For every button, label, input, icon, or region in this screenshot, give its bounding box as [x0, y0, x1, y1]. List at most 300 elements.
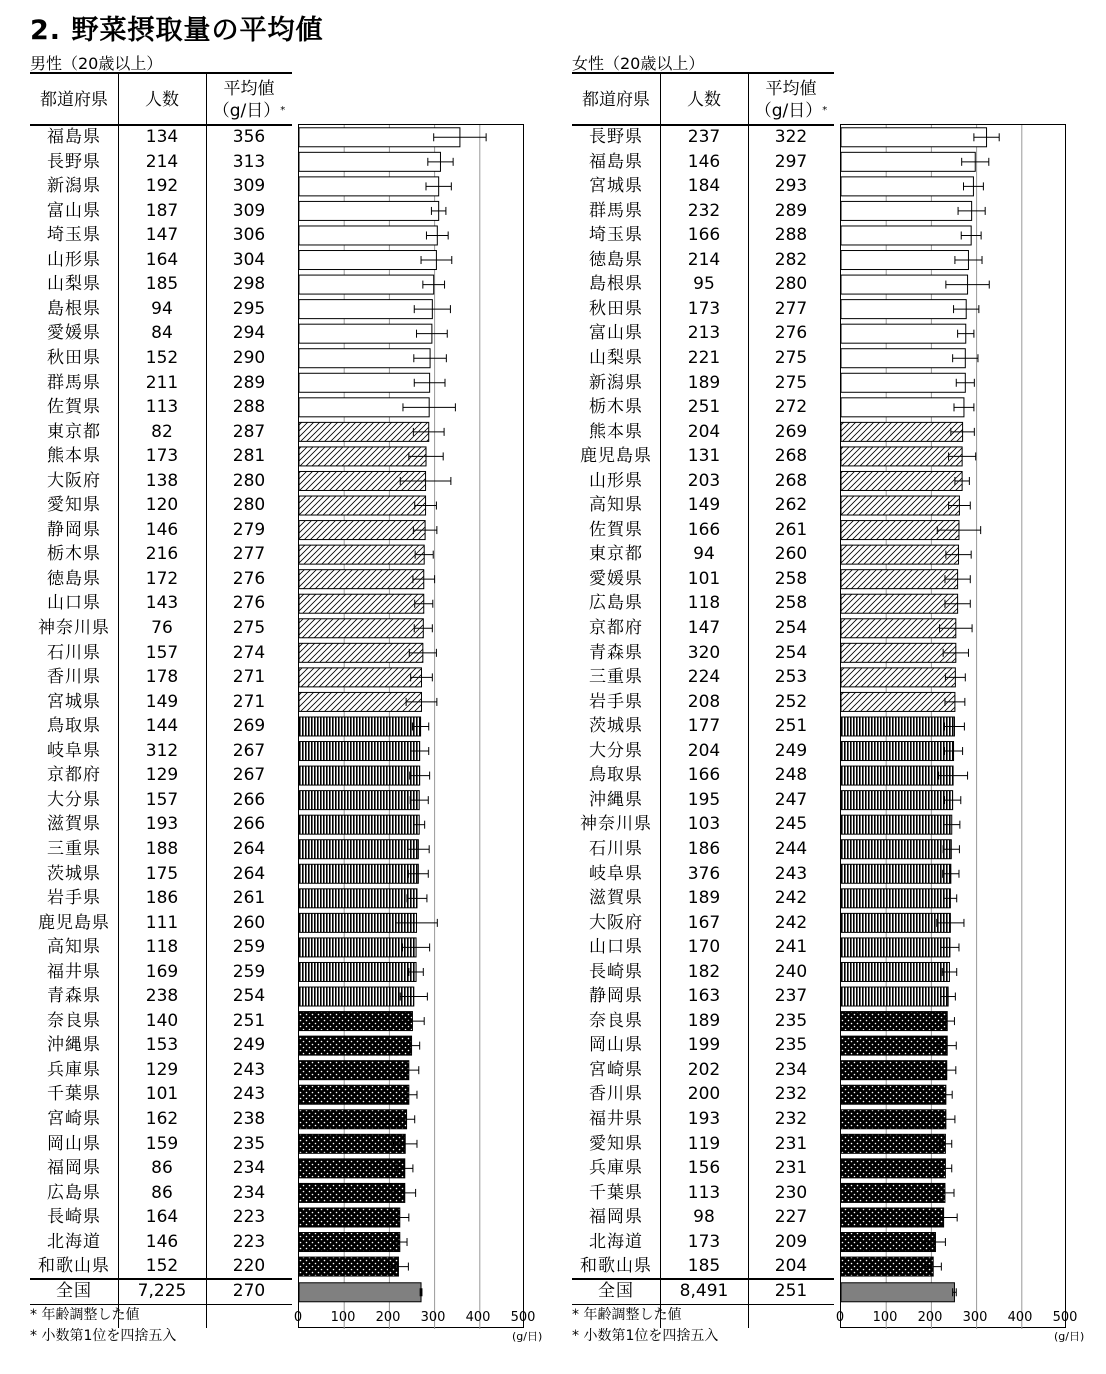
- sample-count: 208: [687, 691, 721, 712]
- sample-count: 376: [687, 863, 721, 884]
- table-row: [572, 420, 834, 445]
- average-value: 258: [774, 593, 808, 614]
- bar: [299, 889, 417, 908]
- average-value: 276: [232, 568, 266, 589]
- prefecture-name: 茨城県: [47, 863, 101, 884]
- prefecture-name: 大阪府: [589, 912, 643, 933]
- table-row: [572, 1058, 834, 1083]
- average-value: 264: [232, 863, 266, 884]
- footnote: * 年齢調整した値: [30, 1307, 140, 1323]
- bar: [299, 300, 432, 319]
- average-value: 240: [774, 961, 808, 982]
- average-value: 242: [774, 888, 808, 909]
- bar: [841, 1061, 947, 1080]
- average-value: 268: [774, 470, 808, 491]
- header-average-unit: （g/日）: [754, 101, 823, 121]
- average-value: 276: [774, 323, 808, 344]
- average-value: 262: [774, 495, 808, 516]
- bar: [841, 545, 959, 564]
- prefecture-name: 香川県: [589, 1084, 643, 1105]
- table-row: [572, 395, 834, 420]
- prefecture-name: 香川県: [47, 667, 101, 688]
- prefecture-name: 山口県: [589, 937, 643, 958]
- table-row: [572, 150, 834, 175]
- sample-count: 177: [687, 716, 721, 737]
- x-tick-label: 200: [375, 1310, 401, 1325]
- table-row: [572, 199, 834, 224]
- table-row: [30, 542, 292, 567]
- average-value: 275: [232, 618, 266, 638]
- table-row: [30, 420, 292, 445]
- table-row: [30, 125, 292, 150]
- average-value: 271: [232, 667, 266, 688]
- bar: [841, 1110, 946, 1129]
- table-row: [30, 714, 292, 739]
- average-value: 254: [774, 618, 808, 638]
- table-row: [30, 739, 292, 764]
- average-value: 234: [232, 1158, 266, 1179]
- prefecture-name: 福井県: [589, 1109, 643, 1129]
- sample-count: 213: [687, 323, 721, 344]
- sample-count: 192: [145, 176, 179, 197]
- prefecture-name: 大分県: [47, 789, 101, 810]
- sample-count: 189: [687, 372, 721, 393]
- average-value: 272: [774, 397, 808, 418]
- average-value: 259: [232, 961, 266, 982]
- bar: [841, 1134, 945, 1153]
- table-row: [572, 1254, 834, 1279]
- prefecture-name: 福井県: [47, 961, 101, 982]
- x-tick-label: 400: [465, 1310, 491, 1325]
- table-row: [572, 1230, 834, 1255]
- total-row: [30, 1279, 292, 1304]
- average-value: 309: [232, 200, 266, 221]
- average-value: 242: [774, 912, 808, 933]
- prefecture-name: 鹿児島県: [38, 912, 110, 933]
- prefecture-name: 青森県: [47, 986, 101, 1007]
- prefecture-name: 富山県: [589, 323, 643, 344]
- prefecture-name: 兵庫県: [589, 1158, 643, 1179]
- average-value: 266: [232, 814, 266, 835]
- sample-count: 182: [687, 961, 721, 982]
- average-value: 277: [232, 544, 266, 565]
- prefecture-name: 和歌山県: [580, 1256, 652, 1277]
- prefecture-name: 三重県: [589, 667, 643, 688]
- average-value: 234: [774, 1059, 808, 1080]
- table-row: [572, 862, 834, 887]
- average-value: 268: [774, 446, 808, 467]
- sample-count: 312: [145, 740, 179, 761]
- bar: [299, 1012, 412, 1031]
- sample-count: 202: [687, 1059, 721, 1080]
- sample-count: 153: [145, 1035, 179, 1056]
- table-row: [572, 1156, 834, 1181]
- prefecture-name: 福岡県: [589, 1207, 643, 1228]
- table-row: [30, 591, 292, 616]
- bar-chart: [298, 124, 524, 1328]
- x-tick-label: 100: [330, 1310, 356, 1325]
- sample-count: 185: [687, 1256, 721, 1277]
- bar-chart: [840, 124, 1066, 1328]
- table-row: [572, 935, 834, 960]
- prefecture-name: 新潟県: [47, 176, 101, 197]
- prefecture-name: 石川県: [589, 838, 643, 859]
- sample-count: 203: [687, 470, 721, 491]
- prefecture-name: 宮城県: [589, 176, 643, 197]
- sample-count: 120: [145, 495, 179, 516]
- prefecture-name: 沖縄県: [589, 789, 643, 810]
- prefecture-name: 広島県: [589, 593, 643, 614]
- x-axis-unit: (g/日): [512, 1330, 543, 1343]
- average-value: 270: [232, 1281, 266, 1301]
- sample-count: 238: [145, 986, 179, 1007]
- prefecture-name: 宮崎県: [589, 1059, 643, 1080]
- table-row: [30, 297, 292, 322]
- prefecture-name: 秋田県: [47, 347, 101, 368]
- bar: [299, 692, 421, 711]
- sample-count: 237: [687, 127, 721, 147]
- bar: [299, 152, 440, 171]
- average-value: 288: [774, 225, 808, 246]
- table-row: [572, 1205, 834, 1230]
- bar: [299, 1061, 409, 1080]
- prefecture-name: 佐賀県: [47, 397, 101, 418]
- sample-count: 193: [145, 814, 179, 835]
- table-row: [572, 371, 834, 396]
- table-row: [30, 984, 292, 1009]
- sample-count: 7,225: [137, 1281, 187, 1301]
- average-value: 275: [774, 347, 808, 368]
- average-value: 261: [774, 519, 808, 540]
- average-value: 248: [774, 765, 808, 786]
- average-value: 260: [774, 544, 808, 565]
- table-row: [572, 223, 834, 248]
- average-value: 234: [232, 1182, 266, 1203]
- sample-count: 185: [145, 274, 179, 295]
- average-value: 293: [774, 176, 808, 197]
- sample-count: 232: [687, 200, 721, 221]
- prefecture-name: 岐阜県: [589, 863, 643, 884]
- prefecture-name: 長野県: [589, 127, 643, 147]
- average-value: 243: [232, 1084, 266, 1105]
- sample-count: 131: [687, 446, 721, 467]
- bar: [299, 938, 416, 957]
- prefecture-name: 岡山県: [589, 1035, 643, 1056]
- bar: [841, 619, 956, 638]
- header-average-mark: *: [822, 105, 828, 116]
- table-row: [30, 1205, 292, 1230]
- average-value: 227: [774, 1207, 808, 1228]
- sample-count: 147: [145, 225, 179, 246]
- bar: [841, 128, 987, 147]
- sample-count: 200: [687, 1084, 721, 1105]
- table-row: [572, 960, 834, 985]
- average-value: 223: [232, 1207, 266, 1228]
- table-row: [572, 1107, 834, 1132]
- footnote: * 小数第1位を四捨五入: [30, 1328, 177, 1344]
- average-value: 235: [774, 1010, 808, 1031]
- bar: [299, 1085, 409, 1104]
- prefecture-name: 岐阜県: [47, 740, 101, 761]
- average-value: 290: [232, 347, 266, 368]
- average-value: 304: [232, 249, 266, 270]
- bar: [299, 226, 437, 245]
- prefecture-name: 埼玉県: [47, 225, 101, 246]
- table-row: [30, 1181, 292, 1206]
- table-row: [572, 1132, 834, 1157]
- table-row: [30, 641, 292, 666]
- table-row: [30, 321, 292, 346]
- table-row: [572, 1082, 834, 1107]
- table-row: [572, 174, 834, 199]
- table-row: [572, 788, 834, 813]
- average-value: 356: [232, 127, 266, 147]
- sample-count: 186: [145, 888, 179, 909]
- prefecture-name: 島根県: [47, 298, 101, 319]
- bar: [841, 324, 966, 343]
- sample-count: 162: [145, 1109, 179, 1129]
- bar: [299, 422, 429, 441]
- sample-count: 146: [687, 151, 721, 172]
- bar: [299, 570, 424, 589]
- bar: [841, 1085, 946, 1104]
- bar: [299, 766, 420, 785]
- average-value: 245: [774, 814, 808, 835]
- male-panel: [30, 48, 550, 1368]
- prefecture-name: 岡山県: [47, 1133, 101, 1154]
- sample-count: 164: [145, 1207, 179, 1228]
- table-row: [30, 199, 292, 224]
- sample-count: 82: [151, 421, 173, 442]
- sample-count: 149: [145, 691, 179, 712]
- header-count: 人数: [687, 90, 721, 110]
- bar: [841, 791, 953, 810]
- table-row: [572, 346, 834, 371]
- prefecture-name: 福島県: [47, 127, 101, 147]
- prefecture-name: 栃木県: [47, 544, 101, 565]
- sample-count: 94: [151, 298, 173, 319]
- average-value: 243: [232, 1059, 266, 1080]
- sample-count: 175: [145, 863, 179, 884]
- prefecture-name: 高知県: [589, 495, 643, 516]
- average-value: 289: [232, 372, 266, 393]
- average-value: 235: [232, 1133, 266, 1154]
- sample-count: 163: [687, 986, 721, 1007]
- bar: [299, 815, 419, 834]
- footnote: * 小数第1位を四捨五入: [572, 1328, 719, 1344]
- table-row: [30, 223, 292, 248]
- average-value: 204: [774, 1256, 808, 1277]
- bar: [841, 447, 962, 466]
- sample-count: 113: [145, 397, 179, 418]
- average-value: 238: [232, 1109, 266, 1129]
- prefecture-name: 埼玉県: [589, 225, 643, 246]
- average-value: 294: [232, 323, 266, 344]
- prefecture-name: 群馬県: [47, 372, 101, 393]
- table-row: [30, 1156, 292, 1181]
- table-row: [572, 911, 834, 936]
- table-row: [30, 690, 292, 715]
- prefecture-name: 神奈川県: [580, 814, 652, 835]
- table-row: [30, 346, 292, 371]
- table-row: [572, 248, 834, 273]
- bar: [299, 1183, 405, 1202]
- table-row: [30, 1009, 292, 1034]
- sample-count: 111: [145, 912, 179, 933]
- prefecture-name: 全国: [56, 1281, 92, 1301]
- prefecture-name: 鹿児島県: [580, 446, 652, 467]
- table-row: [572, 763, 834, 788]
- bar: [841, 913, 950, 932]
- bar: [841, 201, 972, 220]
- bar: [841, 1233, 935, 1252]
- prefecture-name: 奈良県: [47, 1010, 101, 1031]
- average-value: 231: [774, 1158, 808, 1179]
- table-row: [572, 444, 834, 469]
- sample-count: 211: [145, 372, 179, 393]
- table-row: [30, 567, 292, 592]
- average-value: 258: [774, 568, 808, 589]
- average-value: 264: [232, 838, 266, 859]
- average-value: 289: [774, 200, 808, 221]
- prefecture-name: 滋賀県: [589, 888, 643, 909]
- bar: [841, 840, 951, 859]
- average-value: 251: [774, 716, 808, 737]
- prefecture-name: 千葉県: [47, 1084, 101, 1105]
- bar: [299, 201, 439, 220]
- panel-subtitle: 男性（20歳以上）: [30, 54, 163, 73]
- prefecture-name: 静岡県: [47, 519, 101, 540]
- bar: [299, 668, 421, 687]
- table-row: [30, 469, 292, 494]
- sample-count: 98: [693, 1207, 715, 1228]
- table-row: [30, 272, 292, 297]
- page-title: 2. 野菜摂取量の平均値: [30, 15, 324, 46]
- sample-count: 86: [151, 1182, 173, 1203]
- sample-count: 204: [687, 740, 721, 761]
- prefecture-name: 島根県: [589, 274, 643, 295]
- average-value: 313: [232, 151, 266, 172]
- average-value: 247: [774, 789, 808, 810]
- bar: [841, 742, 954, 761]
- sample-count: 214: [687, 249, 721, 270]
- sample-count: 189: [687, 1010, 721, 1031]
- bar: [841, 177, 973, 196]
- x-tick-label: 200: [917, 1310, 943, 1325]
- table-row: [30, 248, 292, 273]
- prefecture-name: 秋田県: [589, 298, 643, 319]
- average-value: 279: [232, 519, 266, 540]
- table-row: [572, 739, 834, 764]
- bar: [299, 1036, 412, 1055]
- header-average-label: 平均値: [223, 79, 275, 99]
- average-value: 298: [232, 274, 266, 295]
- panel-subtitle: 女性（20歳以上）: [572, 54, 705, 73]
- table-row: [30, 150, 292, 175]
- x-tick-label: 400: [1007, 1310, 1033, 1325]
- prefecture-name: 京都府: [47, 765, 101, 786]
- bar: [299, 864, 418, 883]
- prefecture-name: 大阪府: [47, 470, 101, 491]
- average-value: 281: [232, 446, 266, 467]
- table-row: [30, 1082, 292, 1107]
- average-value: 280: [232, 495, 266, 516]
- bar: [841, 251, 968, 270]
- average-value: 241: [774, 937, 808, 958]
- sample-count: 170: [687, 937, 721, 958]
- average-value: 277: [774, 298, 808, 319]
- bar: [299, 177, 439, 196]
- average-value: 251: [774, 1281, 808, 1301]
- prefecture-name: 宮崎県: [47, 1109, 101, 1129]
- bar: [299, 987, 414, 1006]
- bar: [841, 1183, 945, 1202]
- table-row: [572, 690, 834, 715]
- bar: [299, 962, 416, 981]
- prefecture-name: 大分県: [589, 740, 643, 761]
- bar: [299, 594, 424, 613]
- sample-count: 157: [145, 789, 179, 810]
- bar: [299, 619, 423, 638]
- sample-count: 159: [145, 1133, 179, 1154]
- average-value: 271: [232, 691, 266, 712]
- prefecture-name: 新潟県: [589, 372, 643, 393]
- prefecture-name: 徳島県: [589, 249, 643, 270]
- table-row: [30, 444, 292, 469]
- table-row: [30, 1254, 292, 1279]
- average-value: 249: [774, 740, 808, 761]
- table-row: [572, 469, 834, 494]
- sample-count: 166: [687, 519, 721, 540]
- sample-count: 186: [687, 838, 721, 859]
- average-value: 254: [232, 986, 266, 1007]
- chart-plot-area: [299, 125, 525, 1329]
- table-row: [30, 911, 292, 936]
- table-row: [572, 272, 834, 297]
- table-row: [572, 591, 834, 616]
- bar: [841, 1012, 947, 1031]
- header-prefecture: 都道府県: [40, 90, 108, 110]
- bar: [841, 766, 953, 785]
- bar-total: [841, 1283, 954, 1302]
- sample-count: 199: [687, 1035, 721, 1056]
- sample-count: 138: [145, 470, 179, 491]
- prefecture-name: 千葉県: [589, 1182, 643, 1203]
- bar: [841, 496, 959, 515]
- prefecture-name: 全国: [598, 1281, 634, 1301]
- sample-count: 224: [687, 667, 721, 688]
- average-value: 223: [232, 1231, 266, 1252]
- sample-count: 129: [145, 1059, 179, 1080]
- table-row: [30, 616, 292, 641]
- x-tick-label: 100: [872, 1310, 898, 1325]
- table-row: [572, 665, 834, 690]
- table-row: [572, 1033, 834, 1058]
- table-row: [30, 371, 292, 396]
- bar: [299, 251, 436, 270]
- bar: [841, 692, 955, 711]
- table-row: [30, 1230, 292, 1255]
- table-row: [30, 395, 292, 420]
- prefecture-name: 高知県: [47, 937, 101, 958]
- x-tick-label: 0: [835, 1310, 845, 1325]
- sample-count: 118: [687, 593, 721, 614]
- sample-count: 143: [145, 593, 179, 614]
- sample-count: 173: [145, 446, 179, 467]
- average-value: 309: [232, 176, 266, 197]
- average-value: 235: [774, 1035, 808, 1056]
- average-value: 269: [232, 716, 266, 737]
